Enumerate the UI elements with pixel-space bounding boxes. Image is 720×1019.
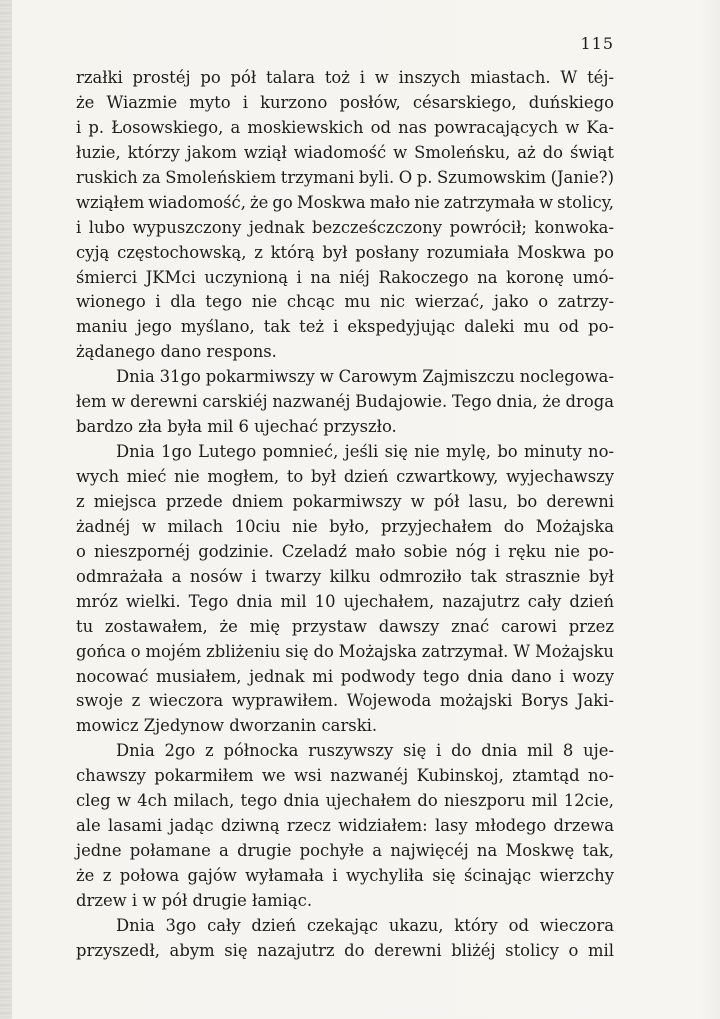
text-line: cleg w 4ch milach, tego dnia ujechałem do nieszporu mil 12cie, — [76, 791, 614, 811]
text-line: Dnia 2go z północka ruszywszy się i do dnia mil 8 uje- — [116, 741, 614, 761]
text-line: mróz wielki. Tego dnia mil 10 ujechałem, nazajutrz cały dzień — [76, 591, 614, 611]
text-line: odmrażała a nosów i twarzy kilku odmroziło tak strasznie był — [76, 566, 614, 586]
text-line: mowicz Zjedynow dworzanin carski. — [76, 716, 378, 736]
text-line: cyją częstochowską, z którą był posłany rozumiała Moskwa po — [76, 242, 614, 262]
text-line: wych mieć nie mogłem, to był dzień czwartkowy, wyjechawszy — [76, 467, 614, 486]
text-line: swoje z wieczora wyprawiłem. Wojewoda możajski Borys Jaki- — [76, 691, 614, 711]
text-line: tu zostawałem, że mię przystaw dawszy znać carowi przez — [76, 616, 614, 636]
text-line: rzałki prostéj po pół talara toż i w inszych miastach. W téj- — [76, 68, 614, 87]
text-line: gońca o mojém zbliżeniu się do Możajska zatrzymał. W Możajsku — [76, 641, 614, 661]
text-line: nocować musiałem, jednak mi podwody tego dnia dano i wozy — [76, 666, 614, 686]
text-line: wziąłem wiadomość, że go Moskwa mało nie zatrzymała w stolicy, — [76, 192, 614, 212]
text-line: Dnia 31go pokarmiwszy w Carowym Zajmiszczu noclegowa- — [116, 367, 614, 387]
text-line: i p. Łosowskiego, a moskiewskich od nas powracających w Ka- — [76, 117, 614, 137]
text-line: i lubo wypuszczony jednak bezcześczczony powrócił; konwoka- — [76, 217, 614, 237]
text-line: Dnia 3go cały dzień czekając ukazu, który od wieczora — [116, 915, 614, 935]
page-number: 115 — [580, 34, 614, 53]
text-line: drzew i w pół drugie łamiąc. — [76, 890, 313, 910]
text-line: chawszy pokarmiłem we wsi nazwanéj Kubinskoj, ztamtąd no- — [76, 766, 614, 786]
text-line: żadnéj w milach 10ciu nie było, przyjechałem do Możajska — [76, 516, 614, 536]
text-line: wionego i dla tego nie chcąc mu nic wierzać, jako o zatrzy- — [76, 292, 614, 312]
body-text — [76, 66, 614, 964]
text-line: przyszedł, abym się nazajutrz do derewni bliżéj stolicy o mil — [76, 940, 614, 960]
page-gutter-shadow — [0, 0, 12, 1019]
text-line: żądanego dano respons. — [76, 342, 277, 362]
text-line: jedne połamane a drugie pochyłe a najwięcéj na Moskwę tak, — [76, 841, 614, 861]
text-line: śmierci JKMci uczynioną i na niéj Rakoczego na koronę umó- — [76, 267, 614, 287]
text-line: z miejsca przede dniem pokarmiwszy w pół lasu, bo derewni — [76, 491, 614, 511]
text-line: łem w derewni carskiéj nazwanéj Budajowie. Tego dnia, że droga — [76, 392, 614, 412]
text-line: o nieszpornéj godzinie. Czeladź mało sobie nóg i ręku nie po- — [76, 541, 614, 561]
text-line: że z połowa gajów wyłamała i wychyliła się ścinając wierzchy — [76, 866, 614, 885]
text-line: maniu jego myślano, tak też i ekspedyjując daleki mu od po- — [76, 317, 614, 337]
text-line: bardzo zła była mil 6 ujechać przyszło. — [76, 417, 397, 437]
text-line: Dnia 1go Lutego pomnieć, jeśli się nie mylę, bo minuty no- — [116, 442, 614, 462]
text-line: że Wiazmie myto i kurzono posłów, césarskiego, duńskiego — [76, 92, 614, 112]
text-line: łuzie, którzy jakom wziął wiadomość w Smoleńsku, aż do świąt — [76, 142, 614, 162]
text-line: ale lasami jadąc dziwną rzecz widziałem: lasy młodego drzewa — [76, 816, 614, 836]
text-line: ruskich za Smoleńskiem trzymani byli. O p. Szumowskim (Janie?) — [76, 167, 614, 187]
